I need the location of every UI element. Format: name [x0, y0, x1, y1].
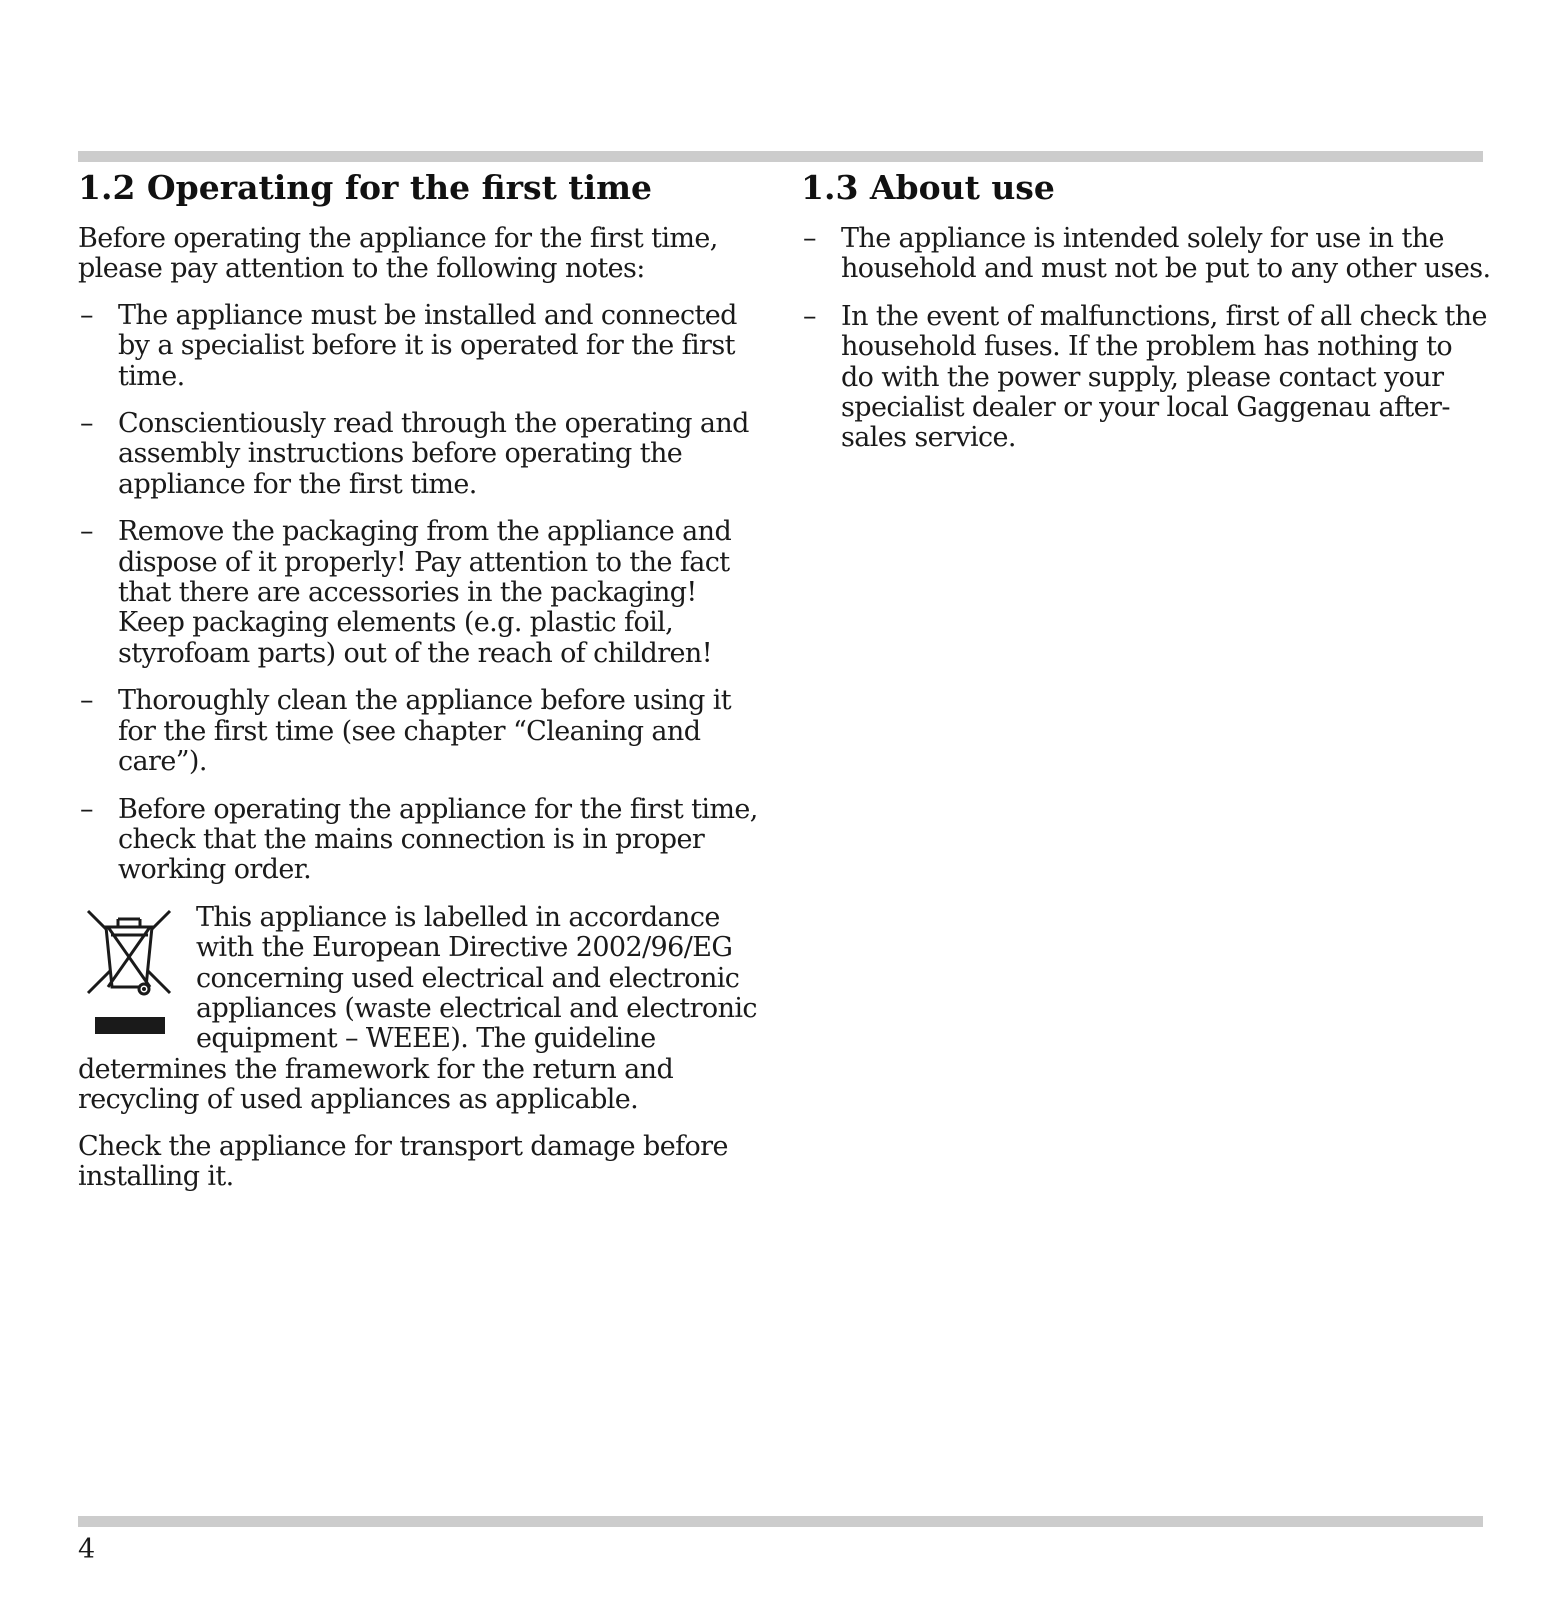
list-item: [78, 301, 758, 392]
section-operating-first-time: [78, 166, 758, 1208]
list-item: [78, 795, 758, 886]
dash-bullet: –: [80, 299, 93, 331]
first-time-notes-list: [78, 301, 758, 886]
list-item: [78, 686, 758, 777]
dash-bullet: –: [803, 223, 816, 254]
list-item: [78, 409, 758, 500]
about-use-list: [801, 224, 1491, 454]
dash-bullet: –: [80, 516, 93, 548]
weee-notice: [78, 903, 758, 1116]
bottom-divider-rule: [78, 1516, 1483, 1527]
list-item-text: Conscientiously read through the operating and assembly instructions before operating the appliance for the first time.: [118, 408, 749, 500]
list-item: [801, 302, 1491, 454]
dash-bullet: –: [80, 793, 93, 825]
list-item: [78, 517, 758, 669]
list-item-text: The appliance must be installed and connected by a specialist before it is operated for the first time.: [118, 299, 737, 392]
intro-paragraph: Before operating the appliance for the first time, please pay attention to the following notes:: [78, 223, 718, 285]
list-item-text: In the event of malfunctions, first of all check the household fuses. If the problem has nothing to do with the power supply, please contact your specialist dealer or your local Gaggenau after-sales service.: [841, 300, 1487, 454]
dash-bullet: –: [803, 300, 816, 332]
list-item-text: Before operating the appliance for the first time, check that the mains connection is in proper working order.: [118, 793, 758, 886]
top-divider-rule: [78, 151, 1483, 162]
closing-paragraph: Check the appliance for transport damage before installing it.: [78, 1130, 728, 1192]
list-item-text: The appliance is intended solely for use in the household and must not be put to any other uses.: [841, 223, 1491, 285]
dash-bullet: –: [80, 408, 93, 440]
section-heading: 1.2 Operating for the first time: [78, 168, 653, 207]
page-number: 4: [78, 1534, 96, 1565]
list-item: [801, 224, 1491, 285]
weee-text: This appliance is labelled in accordance with the European Directive 2002/96/EG concerning used electrical and electronic appliances (waste electrical and electronic equipment – WEEE). The guideline determines the framework for the return and recycling of used appliances as applicable.: [78, 901, 757, 1116]
crossed-out-wheelie-bin-icon: [78, 905, 188, 1055]
list-item-text: Thoroughly clean the appliance before using it for the first time (see chapter “Cleaning and care”).: [118, 685, 732, 778]
section-about-use: [801, 166, 1491, 471]
dash-bullet: –: [80, 685, 93, 717]
list-item-text: Remove the packaging from the appliance and dispose of it properly! Pay attention to the fact that there are accessories in the packaging! Keep packaging elements (e.g. plastic foil, styrofoam parts) out of the reach of children!: [118, 516, 732, 669]
section-heading: 1.3 About use: [801, 168, 1055, 207]
